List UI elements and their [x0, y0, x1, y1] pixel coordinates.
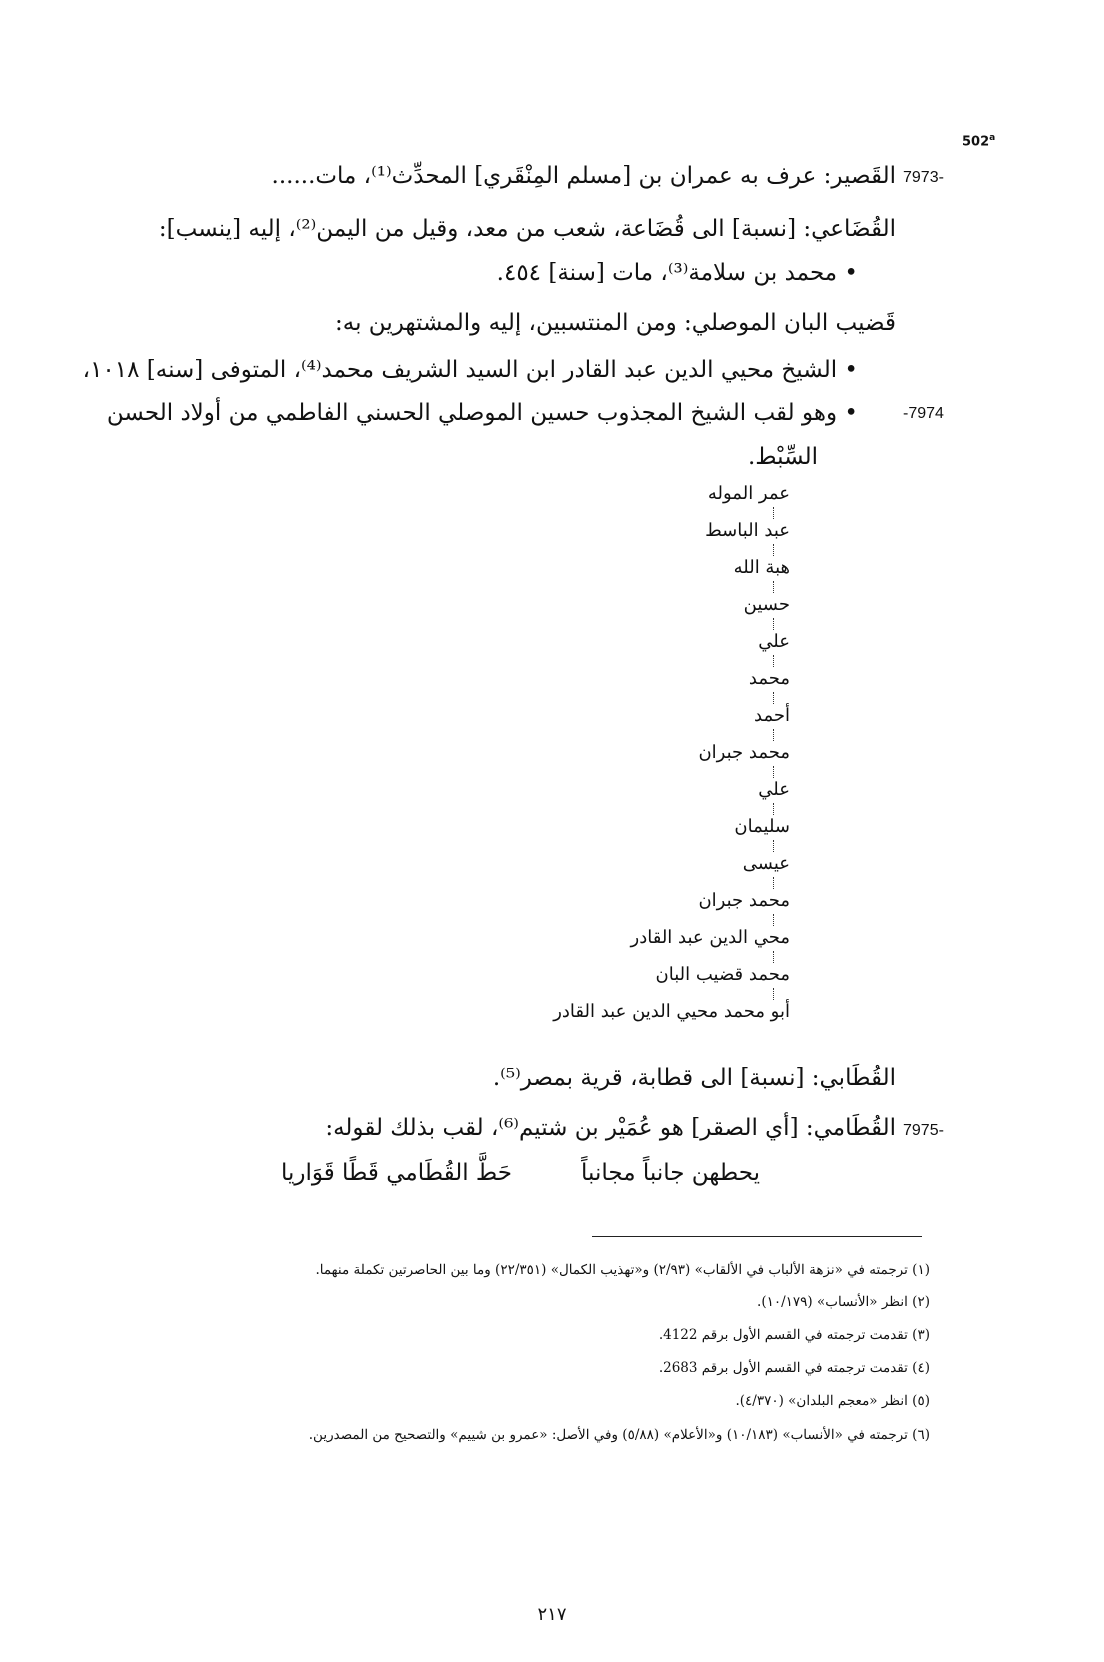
lineage-connector: [773, 618, 774, 630]
lineage-name: محمد قضيب البان: [655, 964, 790, 985]
footnote-2: (٢) انظر «الأنساب» (١٠/١٧٩).: [757, 1294, 930, 1310]
lineage-connector: [773, 877, 774, 889]
lineage-connector: [773, 655, 774, 667]
lineage-name: محمد: [748, 668, 790, 689]
lineage-connector: [773, 544, 774, 556]
lineage-name: هبة الله: [733, 557, 790, 578]
lineage-name: عيسى: [742, 853, 790, 874]
footnote-4: (٤) تقدمت ترجمته في القسم الأول برقم 2683.: [658, 1360, 930, 1376]
qadib-item: • الشيخ محيي الدين عبد القادر ابن السيد الشريف محمد⁽⁴⁾، المتوفى [سنه] ١٠١٨،: [82, 357, 858, 383]
entry-7975-text: القُطَامي: [أي الصقر] هو عُمَيْر بن شتيم⁽⁶⁾، لقب بذلك لقوله:: [325, 1115, 896, 1141]
lineage-connector: [773, 803, 774, 815]
lineage-name: محمد جبران: [698, 890, 790, 911]
lineage-name: علي: [758, 779, 790, 800]
verse-first-hemistich: يحطهن جانباً مجانباً: [581, 1160, 760, 1186]
lineage-connector: [773, 692, 774, 704]
qatabi-entry: القُطَابي: [نسبة] الى قطابة، قرية بمصر⁽⁵⁾.: [492, 1065, 896, 1091]
lineage-name: محي الدين عبد القادر: [630, 927, 790, 948]
lineage-name: عبد الباسط: [705, 520, 790, 541]
qudai-heading: القُضَاعي: [نسبة] الى قُضَاعة، شعب من معد، وقيل من اليمن⁽²⁾، إليه [ينسب]:: [158, 216, 896, 242]
lineage-name: عمر الموله: [707, 483, 790, 504]
entry-number-7973: 7973-: [903, 169, 944, 186]
footnote-1: (١) ترجمته في «نزهة الألباب في الألقاب» (٢/٩٣) و«تهذيب الكمال» (٢٢/٣٥١) وما بين الحاصرتين تكملة منهما.: [315, 1262, 930, 1278]
lineage-connector: [773, 914, 774, 926]
entry-7973-text: القَصير: عرف به عمران بن [مسلم المِنْقَري] المحدِّث⁽¹⁾، مات......: [271, 163, 896, 189]
entry-number-7975: 7975-: [903, 1122, 944, 1139]
footnote-separator: [592, 1236, 922, 1237]
lineage-name: أبو محمد محيي الدين عبد القادر: [553, 1001, 790, 1022]
lineage-connector: [773, 581, 774, 593]
lineage-connector: [773, 988, 774, 1000]
lineage-connector: [773, 507, 774, 519]
lineage-name: سليمان: [734, 816, 790, 837]
lineage-connector: [773, 729, 774, 741]
lineage-name: علي: [758, 631, 790, 652]
lineage-name: أحمد: [754, 705, 790, 726]
footnote-6: (٦) ترجمته في «الأنساب» (١٠/١٨٣) و«الأعلام» (٥/٨٨) وفي الأصل: «عمرو بن شييم» والتصحيح من المصدرين.: [308, 1427, 930, 1443]
entry-7974-line2: السِّبْط.: [748, 444, 818, 470]
entry-number-7974: -7974: [903, 405, 944, 422]
entry-7974-line1: • وهو لقب الشيخ المجذوب حسين الموصلي الحسني الفاطمي من أولاد الحسن: [106, 400, 858, 426]
footnote-3: (٣) تقدمت ترجمته في القسم الأول برقم 4122.: [658, 1327, 930, 1343]
lineage-connector: [773, 951, 774, 963]
lineage-chain: [490, 482, 790, 1025]
folio-number: 502$^a$: [962, 133, 996, 150]
lineage-connector: [773, 766, 774, 778]
qudai-item: • محمد بن سلامة⁽³⁾، مات [سنة] ٤٥٤.: [496, 260, 858, 286]
page-number: ٢١٧: [537, 1604, 567, 1625]
lineage-name: حسين: [743, 594, 790, 615]
lineage-name: محمد جبران: [698, 742, 790, 763]
qadib-heading: قَضيب البان الموصلي: ومن المنتسبين، إليه والمشتهرين به:: [335, 310, 896, 336]
verse-second-hemistich: حَطَّ القُطَامي قَطًا قَوَاريا: [280, 1160, 512, 1186]
footnote-5: (٥) انظر «معجم البلدان» (٤/٣٧٠).: [735, 1393, 930, 1409]
lineage-connector: [773, 840, 774, 852]
